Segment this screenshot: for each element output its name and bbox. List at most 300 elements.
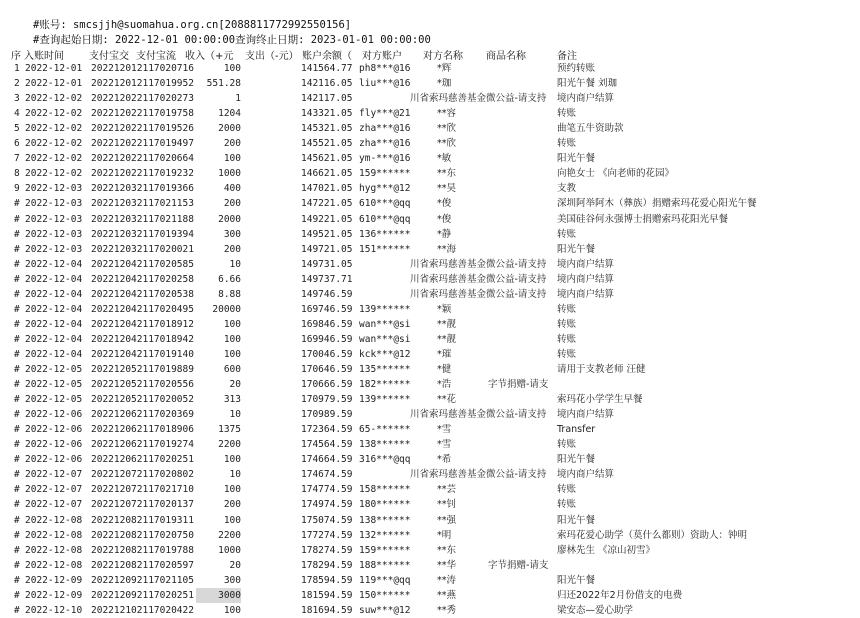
row-balance: 178594.59 [301,574,353,586]
row-income: 100 [223,318,241,330]
row-counter-org: 川省索玛慈善基金微公益-请支持 [410,469,547,481]
row-index: # [14,589,20,601]
row-counter-name: *雪 [437,439,452,451]
row-note: 转账 [557,138,577,150]
row-counter-name: **燕 [437,589,457,601]
row-income: 600 [223,364,241,375]
row-date: 2022-12-06 [25,424,83,436]
row-balance: 174674.59 [301,469,353,481]
row-balance: 142116.05 [301,78,353,90]
row-index: # [14,228,20,240]
table-row [0,452,860,467]
row-index: # [14,288,20,300]
row-counter-name: **强 [437,514,457,526]
row-date: 2022-12-06 [25,439,83,451]
date-range-line: #查询起始日期: 2022-12-01 00:00:00查询终止日期: 2023-01-01 00:00:00 [33,34,431,46]
row-balance: 174774.59 [301,484,353,496]
row-index: # [14,559,20,571]
row-counter-account: 151****** [359,243,411,255]
row-counter-name: *明 [437,529,452,541]
row-income: 100 [223,348,241,360]
row-serial: 202212032117020021 [91,243,194,255]
row-note: 支教 [557,183,577,195]
row-date: 2022-12-05 [25,379,83,391]
row-counter-name: *珈 [437,78,452,90]
row-income: 10 [229,469,241,481]
row-note: 转账 [557,333,577,345]
col-product: 商品名称 [486,51,526,62]
row-counter-name: **涛 [437,574,457,586]
col-time: 入账时间 [24,51,64,62]
table-row [0,603,860,618]
row-counter-account: 138****** [359,514,411,526]
row-counter-org: 川省索玛慈善基金微公益-请支持 [410,409,547,421]
row-serial: 202212022117020273 [91,93,194,105]
row-counter-account: zha***@16 [359,138,411,150]
row-note: 阳光午餐 [557,153,596,165]
row-counter-account: 158****** [359,484,411,496]
row-index: # [14,198,20,210]
row-note: 转账 [557,303,577,315]
row-counter-name: **靓 [437,318,457,330]
row-income: 20 [229,379,241,391]
table-row [0,528,860,543]
table-row [0,497,860,512]
row-note: 境内商户结算 [557,273,615,285]
row-balance: 172364.59 [301,424,353,436]
row-income: 8.88 [218,288,241,300]
row-date: 2022-12-09 [25,589,83,601]
row-note: Transfer [557,424,596,436]
row-note: 转账 [557,484,577,496]
row-counter-name: **欣 [437,123,457,135]
row-note: 转账 [557,499,577,511]
row-serial: 202212052117020556 [91,379,194,391]
row-serial: 202212022117019758 [91,108,194,120]
row-index: 3 [14,93,20,105]
table-row [0,151,860,166]
table-row [0,242,860,257]
row-note: 阳光午餐 [557,574,596,586]
row-income: 10 [229,258,241,270]
row-serial: 202212042117019140 [91,348,194,360]
row-counter-name: *雪 [437,424,452,436]
row-balance: 170979.59 [301,394,353,406]
table-row [0,392,860,407]
table-row [0,257,860,272]
table-row [0,227,860,242]
row-counter-account: liu***@16 [359,78,411,90]
row-counter-account: zha***@16 [359,123,411,135]
row-serial: 202212042117018942 [91,333,194,345]
row-counter-account: suw***@12 [359,604,411,616]
table-row [0,76,860,91]
row-date: 2022-12-08 [25,529,83,541]
row-serial: 202212022117019232 [91,168,194,180]
row-note: 转账 [557,228,577,240]
row-income: 2200 [218,439,241,451]
row-date: 2022-12-04 [25,348,83,360]
row-product: 字节捐赠-请支 [488,379,549,391]
row-index: # [14,574,20,586]
row-note: 转账 [557,318,577,330]
row-serial: 202212032117019366 [91,183,194,195]
row-counter-account: hyg***@12 [359,183,411,195]
table-row [0,272,860,287]
row-income: 20 [229,559,241,571]
row-serial: 202212092117020251 [91,589,194,601]
row-index: # [14,303,20,315]
row-serial: 202212032117021188 [91,213,194,225]
row-index: # [14,604,20,616]
row-balance: 145321.05 [301,123,353,135]
row-date: 2022-12-04 [25,318,83,330]
row-income: 100 [223,153,241,165]
row-date: 2022-12-04 [25,303,83,315]
row-balance: 169846.59 [301,318,353,330]
row-balance: 146621.05 [301,168,353,180]
row-note: 向艳女士 《向老师的花园》 [557,168,675,180]
row-balance: 174664.59 [301,454,353,466]
row-counter-name: *俊 [437,213,452,225]
table-row [0,302,860,317]
row-serial: 202212042117020538 [91,288,194,300]
row-counter-account: 610***@qq [359,213,411,225]
row-income: 200 [223,243,241,255]
row-balance: 170989.59 [301,409,353,421]
row-note: 阳光午餐 [557,243,596,255]
row-counter-name: **昊 [437,183,457,195]
row-index: # [14,409,20,421]
row-counter-name: **钊 [437,499,457,511]
row-serial: 202212042117020585 [91,258,194,270]
row-serial: 202212032117021153 [91,198,194,210]
row-counter-account: 139****** [359,303,411,315]
row-note: 廖林先生 《凉山初雪》 [557,544,656,556]
row-note: 归还2022年2月份借支的电费 [557,589,683,601]
row-counter-name: **花 [437,394,457,406]
row-note: 曲笔五牛资助款 [557,123,624,135]
row-counter-account: 119***@qq [359,574,411,586]
row-counter-name: *浩 [437,379,452,391]
row-index: # [14,469,20,481]
col-counter-name: 对方名称 [423,51,463,62]
row-date: 2022-12-08 [25,559,83,571]
row-serial: 202212072117020137 [91,499,194,511]
row-index: # [14,544,20,556]
row-note: 转账 [557,348,577,360]
table-row [0,558,860,573]
row-balance: 141564.77 [301,63,353,74]
row-counter-account: 188****** [359,559,411,571]
row-date: 2022-12-02 [25,123,83,135]
row-income: 200 [223,138,241,150]
row-index: # [14,273,20,285]
row-balance: 174974.59 [301,499,353,511]
row-note: 转账 [557,439,577,451]
row-counter-account: wan***@si [359,333,411,345]
row-note: 索玛花小学学生早餐 [557,394,643,406]
row-counter-name: **东 [437,168,457,180]
row-counter-account: 139****** [359,394,411,406]
row-balance: 170646.59 [301,364,353,375]
row-date: 2022-12-06 [25,454,83,466]
row-date: 2022-12-03 [25,243,83,255]
col-income: 收入（+元 [185,51,234,62]
row-date: 2022-12-04 [25,273,83,285]
row-index: 8 [14,168,20,180]
row-date: 2022-12-05 [25,394,83,406]
row-balance: 147021.05 [301,183,353,195]
row-date: 2022-12-01 [25,63,83,74]
row-note: 阳光午餐 刘珈 [557,78,618,90]
row-counter-name: *辉 [437,63,452,74]
table-row [0,91,860,106]
row-serial: 202212062117018906 [91,424,194,436]
row-note: 请用于支教老师 汪健 [557,364,646,375]
row-income: 2000 [218,123,241,135]
row-serial: 202212022117019526 [91,123,194,135]
row-date: 2022-12-04 [25,288,83,300]
row-index: # [14,348,20,360]
row-counter-account: 135****** [359,364,411,375]
row-note: 转账 [557,108,577,120]
row-index: # [14,514,20,526]
row-index: 7 [14,153,20,165]
row-counter-account: 150****** [359,589,411,601]
row-balance: 181594.59 [301,589,353,601]
row-serial: 202212082117019311 [91,514,194,526]
row-note: 美国硅谷何永强博士捐赠索玛花阳光早餐 [557,213,729,225]
table-row [0,181,860,196]
row-income: 100 [223,333,241,345]
row-counter-account: kck***@12 [359,348,411,360]
row-serial: 202212082117019788 [91,544,194,556]
row-counter-account: wan***@si [359,318,411,330]
row-date: 2022-12-07 [25,469,83,481]
row-serial: 202212042117018912 [91,318,194,330]
row-date: 2022-12-07 [25,484,83,496]
row-date: 2022-12-07 [25,499,83,511]
col-index: 序 [11,51,21,62]
row-counter-account: ph8***@16 [359,63,411,74]
table-row [0,196,860,211]
row-income: 400 [223,183,241,195]
row-serial: 202212042117020258 [91,273,194,285]
row-balance: 145621.05 [301,153,353,165]
table-row [0,407,860,422]
row-serial: 202212102117020422 [91,604,194,616]
table-row [0,467,860,482]
table-row [0,362,860,377]
row-index: 9 [14,183,20,195]
row-index: # [14,258,20,270]
row-income: 6.66 [218,273,241,285]
row-index: 5 [14,123,20,135]
col-serial-2: 支付宝流 [136,51,176,62]
col-serial: 支付宝交 [89,51,129,62]
row-date: 2022-12-05 [25,364,83,375]
row-balance: 147221.05 [301,198,353,210]
row-balance: 169746.59 [301,303,353,315]
row-counter-org: 川省索玛慈善基金微公益-请支持 [410,273,547,285]
row-balance: 149221.05 [301,213,353,225]
row-date: 2022-12-10 [25,604,83,616]
row-counter-name: **秀 [437,604,457,616]
row-income: 1204 [218,108,241,120]
row-balance: 178274.59 [301,544,353,556]
row-date: 2022-12-02 [25,153,83,165]
table-row [0,136,860,151]
row-balance: 169946.59 [301,333,353,345]
row-counter-account: fly***@21 [359,108,411,120]
row-date: 2022-12-03 [25,228,83,240]
row-index: # [14,318,20,330]
row-counter-name: *静 [437,228,452,240]
row-income: 3000 [196,588,241,603]
row-serial: 202212082117020597 [91,559,194,571]
table-row [0,437,860,452]
row-index: # [14,529,20,541]
row-balance: 149731.05 [301,258,353,270]
row-counter-account: 65-****** [359,424,411,436]
row-income: 300 [223,574,241,586]
row-index: # [14,499,20,511]
row-note: 索玛花爱心助学（莫什么都则）资助人：钟明 [557,529,748,541]
row-serial: 202212012117020716 [91,63,194,74]
row-balance: 174564.59 [301,439,353,451]
table-row [0,422,860,437]
row-income: 2000 [218,213,241,225]
row-date: 2022-12-04 [25,333,83,345]
row-counter-account: 159****** [359,544,411,556]
row-index: # [14,484,20,496]
row-counter-account: 159****** [359,168,411,180]
row-index: 4 [14,108,20,120]
row-index: 6 [14,138,20,150]
row-index: 1 [14,63,20,74]
row-counter-name: **东 [437,544,457,556]
row-serial: 202212062117019274 [91,439,194,451]
row-income: 1000 [218,168,241,180]
row-serial: 202212062117020251 [91,454,194,466]
row-date: 2022-12-01 [25,78,83,90]
table-row [0,121,860,136]
row-counter-name: **靓 [437,333,457,345]
row-note: 阳光午餐 [557,454,596,466]
table-row [0,61,860,76]
row-index: # [14,394,20,406]
row-note: 预约转账 [557,63,596,74]
row-index: # [14,454,20,466]
row-date: 2022-12-06 [25,409,83,421]
row-note: 阳光午餐 [557,514,596,526]
table-row [0,377,860,392]
row-balance: 143321.05 [301,108,353,120]
row-product: 字节捐赠-请支 [488,559,549,571]
row-balance: 181694.59 [301,604,353,616]
row-balance: 175074.59 [301,514,353,526]
row-date: 2022-12-03 [25,213,83,225]
row-serial: 202212012117019952 [91,78,194,90]
account-line: #账号: smcsjjh@suomahua.org.cn[2088811772992550156] [33,19,352,31]
row-date: 2022-12-04 [25,258,83,270]
col-note: 备注 [557,51,577,62]
row-balance: 142117.05 [301,93,353,105]
row-income: 100 [223,63,241,74]
table-row [0,212,860,227]
row-counter-name: **海 [437,243,457,255]
table-row [0,317,860,332]
table-row [0,588,860,603]
row-serial: 202212082117020750 [91,529,194,541]
row-serial: 202212022117019497 [91,138,194,150]
row-serial: 202212022117020664 [91,153,194,165]
row-counter-name: *敏 [437,153,452,165]
row-counter-org: 川省索玛慈善基金微公益-请支持 [410,288,547,300]
row-income: 100 [223,604,241,616]
row-counter-name: *璀 [437,348,452,360]
row-index: # [14,439,20,451]
row-balance: 170666.59 [301,379,353,391]
table-row [0,106,860,121]
row-date: 2022-12-02 [25,138,83,150]
col-counter-account: 对方账户 [362,51,402,62]
row-income: 1 [235,93,241,105]
row-income: 1375 [218,424,241,436]
row-balance: 149746.59 [301,288,353,300]
row-date: 2022-12-08 [25,514,83,526]
row-serial: 202212062117020369 [91,409,194,421]
table-row [0,347,860,362]
row-counter-account: ym-***@16 [359,153,411,165]
table-row [0,287,860,302]
row-serial: 202212052117020052 [91,394,194,406]
row-balance: 178294.59 [301,559,353,571]
row-income: 100 [223,514,241,526]
row-counter-account: 132****** [359,529,411,541]
table-row [0,482,860,497]
row-note: 境内商户结算 [557,288,615,300]
row-index: 2 [14,78,20,90]
row-note: 境内商户结算 [557,258,615,270]
row-serial: 202212072117020802 [91,469,194,481]
row-counter-name: **容 [437,108,457,120]
row-counter-name: *颖 [437,303,452,315]
table-row [0,513,860,528]
row-counter-org: 川省索玛慈善基金微公益-请支持 [410,93,547,105]
row-income: 200 [223,198,241,210]
row-serial: 202212092117021105 [91,574,194,586]
row-serial: 202212042117020495 [91,303,194,315]
row-balance: 149721.05 [301,243,353,255]
row-counter-account: 182****** [359,379,411,391]
row-note: 境内商户结算 [557,409,615,421]
row-income: 100 [223,454,241,466]
row-counter-name: **芸 [437,484,457,496]
row-income: 2200 [218,529,241,541]
row-date: 2022-12-02 [25,168,83,180]
row-income: 200 [223,499,241,511]
row-counter-account: 610***@qq [359,198,411,210]
row-income: 551.28 [206,78,241,90]
row-balance: 145521.05 [301,138,353,150]
row-counter-account: 138****** [359,439,411,451]
row-income: 313 [223,394,241,406]
row-counter-name: **欣 [437,138,457,150]
row-counter-org: 川省索玛慈善基金微公益-请支持 [410,258,547,270]
row-balance: 170046.59 [301,348,353,360]
